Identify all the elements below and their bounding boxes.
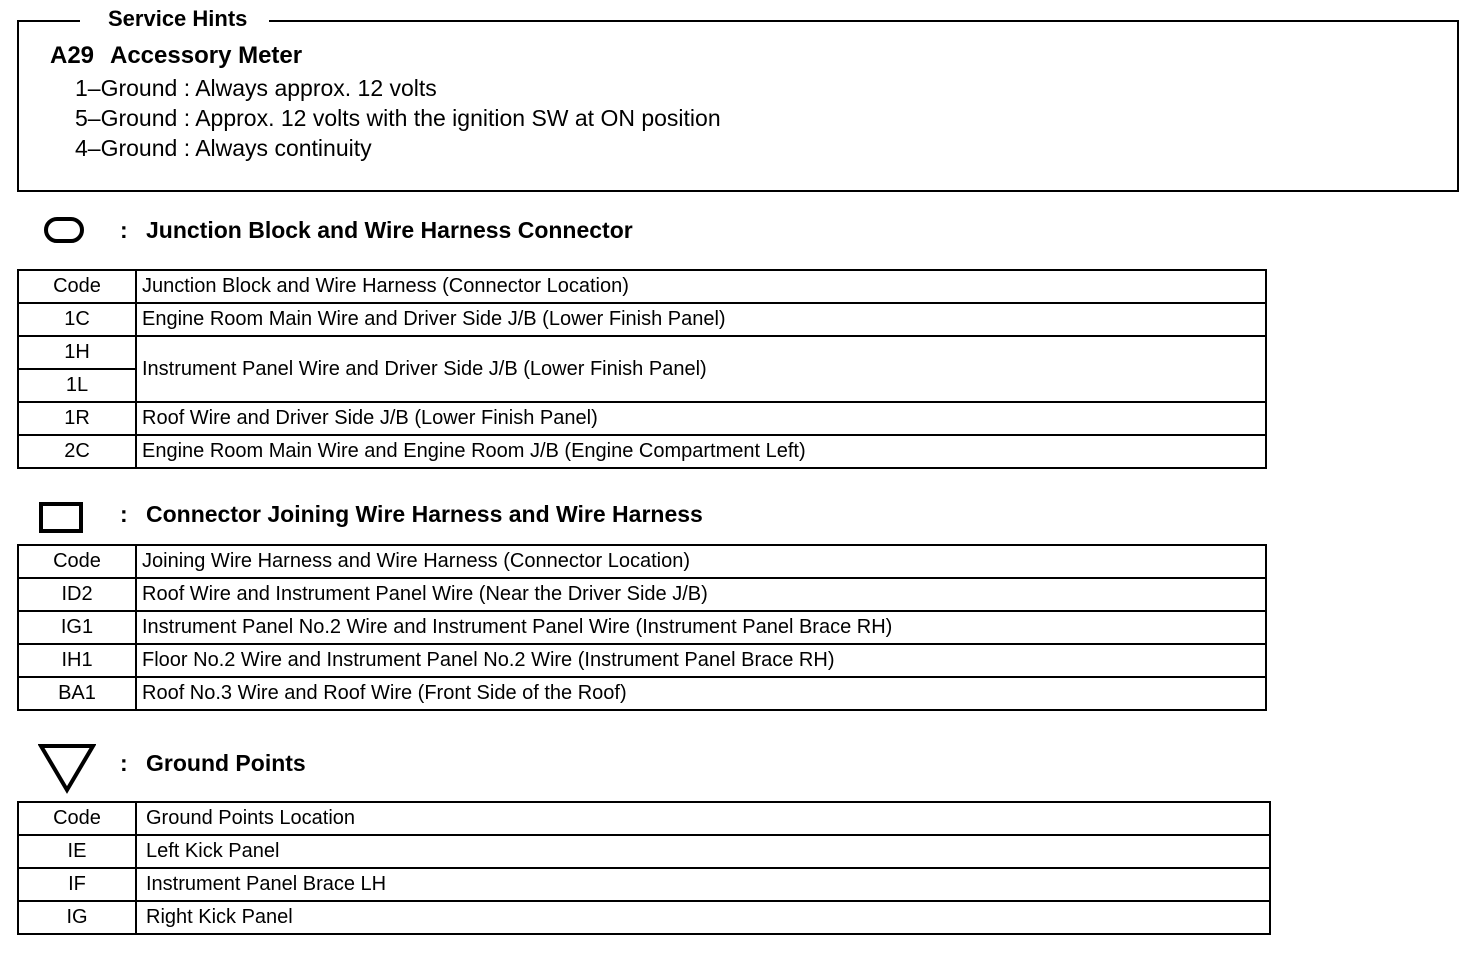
service-hints-title: Service Hints: [80, 5, 269, 33]
row-desc: Instrument Panel No.2 Wire and Instrument Panel Wire (Instrument Panel Brace RH): [136, 611, 1266, 644]
table-header-row: [18, 270, 1266, 303]
component-heading: [50, 41, 302, 71]
row-code: ID2: [18, 578, 136, 611]
table-row: [18, 578, 1266, 611]
hint-line: 4–Ground : Always continuity: [75, 135, 372, 161]
header-desc: Junction Block and Wire Harness (Connector Location): [136, 270, 1266, 303]
row-code: 1H: [18, 336, 136, 369]
connector-section-title: [120, 499, 703, 529]
row-desc: Left Kick Panel: [136, 835, 1270, 868]
table-row: [18, 835, 1270, 868]
table-header-row: [18, 802, 1270, 835]
connector-title-text: Connector Joining Wire Harness and Wire Harness: [146, 501, 703, 527]
row-code: IH1: [18, 644, 136, 677]
junction-title-text: Junction Block and Wire Harness Connector: [146, 217, 633, 243]
row-code: IG1: [18, 611, 136, 644]
triangle-down-outline-icon: [38, 742, 96, 794]
row-desc: Roof No.3 Wire and Roof Wire (Front Side of the Roof): [136, 677, 1266, 710]
header-code: Code: [18, 802, 136, 835]
table-row: [18, 402, 1266, 435]
row-code: BA1: [18, 677, 136, 710]
row-code: 1C: [18, 303, 136, 336]
table-row: [18, 336, 1266, 369]
row-code: 1R: [18, 402, 136, 435]
row-code: 1L: [18, 369, 136, 402]
row-desc: Roof Wire and Driver Side J/B (Lower Finish Panel): [136, 402, 1266, 435]
section-colon: :: [120, 501, 128, 527]
table-row: [18, 303, 1266, 336]
hint-line: 1–Ground : Always approx. 12 volts: [75, 75, 437, 101]
junction-table: [17, 269, 1267, 469]
rectangle-outline-icon: [39, 502, 83, 533]
row-code: IG: [18, 901, 136, 934]
section-colon: :: [120, 217, 128, 243]
table-row: [18, 435, 1266, 468]
header-desc: Joining Wire Harness and Wire Harness (Connector Location): [136, 545, 1266, 578]
component-code: A29: [50, 42, 95, 69]
row-desc: Roof Wire and Instrument Panel Wire (Near the Driver Side J/B): [136, 578, 1266, 611]
connector-table: [17, 544, 1267, 711]
component-name: Accessory Meter: [110, 42, 303, 69]
ground-section-title: [120, 748, 306, 778]
row-desc: Right Kick Panel: [136, 901, 1270, 934]
table-row: [18, 868, 1270, 901]
row-desc: Floor No.2 Wire and Instrument Panel No.2 Wire (Instrument Panel Brace RH): [136, 644, 1266, 677]
table-row: [18, 901, 1270, 934]
oval-outline-icon: [44, 217, 84, 243]
header-code: Code: [18, 545, 136, 578]
ground-title-text: Ground Points: [146, 750, 306, 776]
table-header-row: [18, 545, 1266, 578]
section-colon: :: [120, 750, 128, 776]
ground-table: [17, 801, 1271, 935]
row-desc: Engine Room Main Wire and Driver Side J/B (Lower Finish Panel): [136, 303, 1266, 336]
table-row: [18, 677, 1266, 710]
row-desc: Instrument Panel Brace LH: [136, 868, 1270, 901]
row-desc: Instrument Panel Wire and Driver Side J/B (Lower Finish Panel): [136, 336, 1266, 402]
table-row: [18, 644, 1266, 677]
header-desc: Ground Points Location: [136, 802, 1270, 835]
table-row: [18, 611, 1266, 644]
junction-section-title: [120, 215, 633, 245]
hint-line: 5–Ground : Approx. 12 volts with the ignition SW at ON position: [75, 105, 721, 131]
row-code: 2C: [18, 435, 136, 468]
header-code: Code: [18, 270, 136, 303]
row-desc: Engine Room Main Wire and Engine Room J/B (Engine Compartment Left): [136, 435, 1266, 468]
row-code: IE: [18, 835, 136, 868]
row-code: IF: [18, 868, 136, 901]
